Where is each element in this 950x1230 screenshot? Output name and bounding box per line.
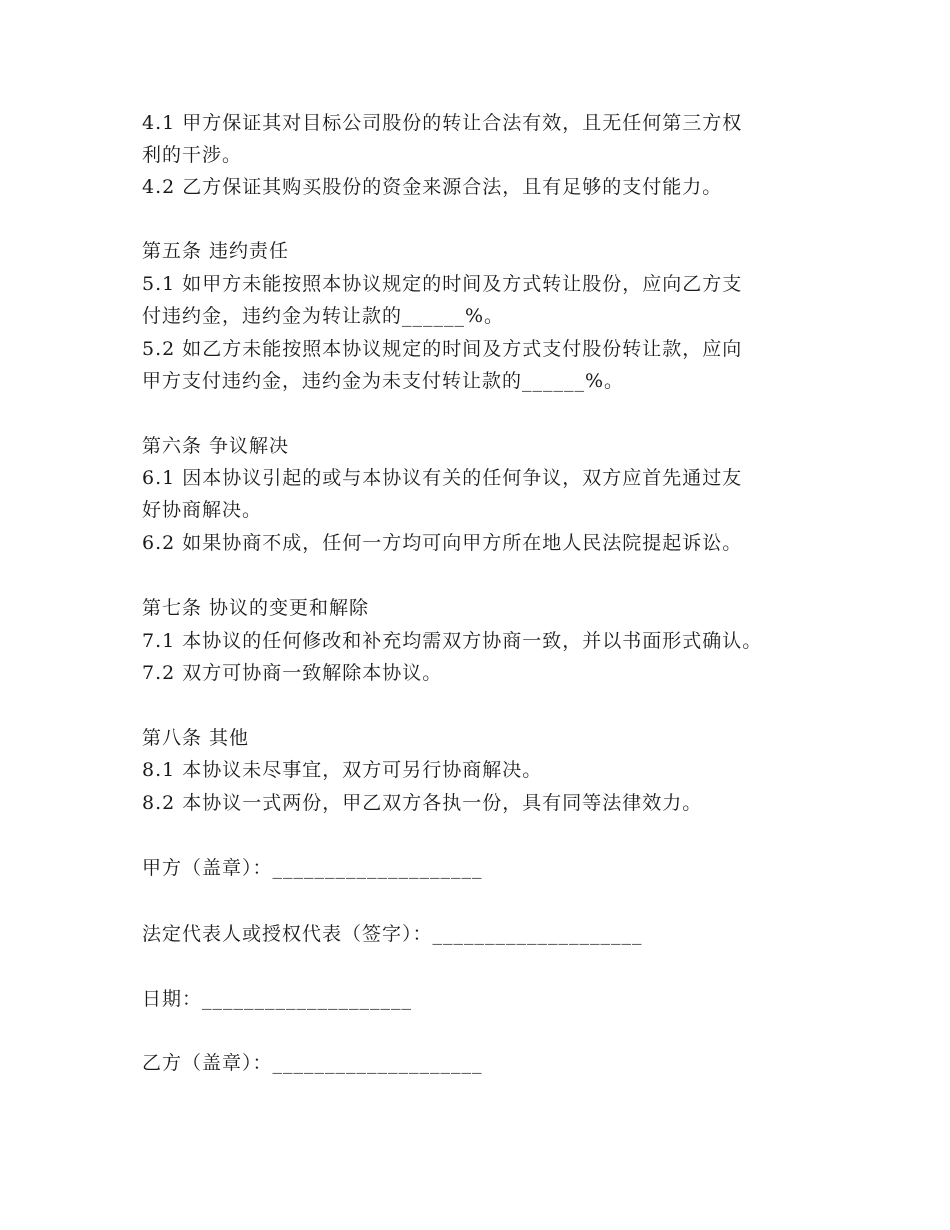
clause-4-2: 4.2 乙方保证其购买股份的资金来源合法，且有足够的支付能力。	[142, 176, 723, 198]
signature-party-b: 乙方（盖章）：____________________	[142, 1052, 483, 1074]
clause-6-heading: 第六条 争议解决	[142, 435, 290, 457]
clause-6-1-line-1: 6.1 因本协议引起的或与本协议有关的任何争议，双方应首先通过友	[142, 467, 743, 489]
signature-representative: 法定代表人或授权代表（签字）：____________________	[142, 923, 643, 945]
clause-5-2-line-1: 5.2 如乙方未能按照本协议规定的时间及方式支付股份转让款，应向	[142, 338, 743, 360]
clause-5-heading: 第五条 违约责任	[142, 240, 290, 262]
clause-5-1-line-2: 付违约金，违约金为转让款的______%。	[142, 305, 505, 327]
clause-4-1-line-2: 利的干涉。	[142, 144, 243, 166]
clause-7-heading: 第七条 协议的变更和解除	[142, 597, 370, 619]
clause-7-1: 7.1 本协议的任何修改和补充均需双方协商一致，并以书面形式确认。	[142, 630, 763, 652]
clause-8-2: 8.2 本协议一式两份，甲乙双方各执一份，具有同等法律效力。	[142, 792, 703, 814]
signature-date: 日期：____________________	[142, 988, 413, 1010]
clause-5-1-line-1: 5.1 如甲方未能按照本协议规定的时间及方式转让股份，应向乙方支	[142, 273, 743, 295]
clause-6-1-line-2: 好协商解决。	[142, 499, 263, 521]
clause-7-2: 7.2 双方可协商一致解除本协议。	[142, 662, 443, 684]
clause-6-2: 6.2 如果协商不成，任何一方均可向甲方所在地人民法院提起诉讼。	[142, 532, 743, 554]
clause-8-1: 8.1 本协议未尽事宜，双方可另行协商解决。	[142, 759, 543, 781]
clause-8-heading: 第八条 其他	[142, 727, 250, 749]
signature-party-a: 甲方（盖章）：____________________	[142, 857, 483, 879]
clause-5-2-line-2: 甲方支付违约金，违约金为未支付转让款的______%。	[142, 370, 625, 392]
clause-4-1-line-1: 4.1 甲方保证其对目标公司股份的转让合法有效，且无任何第三方权	[142, 112, 743, 134]
